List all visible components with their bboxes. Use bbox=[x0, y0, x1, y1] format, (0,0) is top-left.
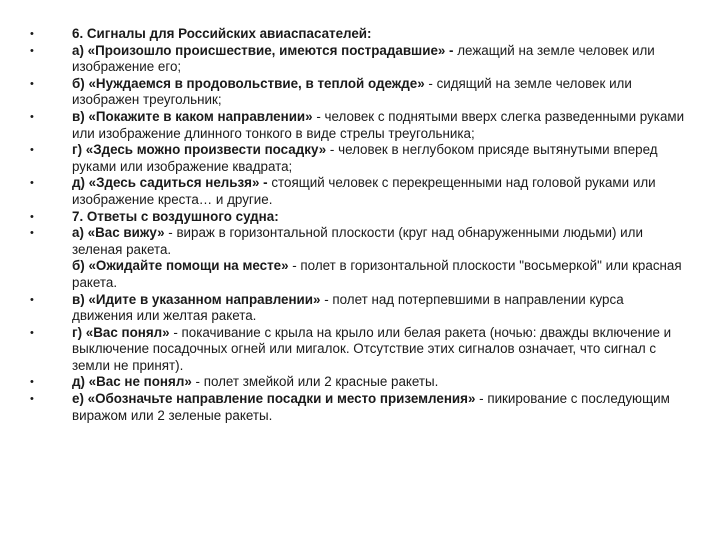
list-item bbox=[26, 109, 686, 142]
list-item bbox=[26, 391, 686, 424]
bullet-icon: • bbox=[30, 210, 34, 223]
list-item bbox=[26, 292, 686, 325]
list-item-content bbox=[72, 26, 686, 43]
list-item-continuation bbox=[72, 258, 686, 291]
list-item bbox=[26, 225, 686, 291]
list-item-content bbox=[72, 43, 686, 76]
list-item-content bbox=[72, 142, 686, 175]
item-body-text: лежащий на земле человек или изображение его; bbox=[72, 42, 655, 75]
bullet-icon: • bbox=[30, 227, 34, 240]
item-body-text: - полет змейкой или 2 красные ракеты. bbox=[191, 374, 439, 390]
list-item-content bbox=[72, 76, 686, 109]
bullet-icon: • bbox=[30, 177, 34, 190]
list-item bbox=[26, 76, 686, 109]
bullet-icon: • bbox=[30, 293, 34, 306]
item-heading-text: в) «Покажите в каком направлении» bbox=[72, 108, 313, 124]
bullet-list bbox=[26, 26, 686, 424]
list-item-content bbox=[72, 225, 686, 291]
bullet-icon: • bbox=[30, 44, 34, 57]
item-body-text: - сидящий на земле человек или изображен треугольник; bbox=[72, 75, 632, 108]
item-body-text: - полет в горизонтальной плоскости "восьмеркой" или красная ракета. bbox=[72, 258, 682, 290]
list-item-content bbox=[72, 374, 686, 391]
bullet-icon: • bbox=[30, 28, 34, 40]
bullet-icon: • bbox=[30, 77, 34, 90]
item-body-text: - покачивание с крыла на крыло или белая ракета (ночью: дважды включение и выключение посадочных огней или мигалок. Отсутствие этих сигналов означает, что сигнал с земли не принят). bbox=[72, 324, 672, 373]
item-heading-text: г) «Вас понял» bbox=[72, 324, 170, 340]
list-item-content bbox=[72, 209, 686, 226]
item-body-text: - пикирование с последующим виражом или 2 зеленые ракеты. bbox=[72, 391, 670, 423]
list-item bbox=[26, 374, 686, 391]
list-item-content bbox=[72, 175, 686, 208]
list-item bbox=[26, 142, 686, 175]
item-heading-text: г) «Здесь можно произвести посадку» bbox=[72, 142, 327, 158]
item-body-text: - вираж в горизонтальной плоскости (круг над обнаруженными людьми) или зеленая ракета. bbox=[72, 225, 643, 257]
list-item bbox=[26, 43, 686, 76]
item-heading-text: е) «Обозначьте направление посадки и место приземления» bbox=[72, 391, 476, 407]
item-heading-text: а) «Произошло происшествие, имеются пострадавшие» - bbox=[72, 42, 454, 58]
list-item bbox=[26, 175, 686, 208]
item-heading-text: д) «Вас не понял» bbox=[72, 374, 192, 390]
item-body-text: - полет над потерпевшими в направлении курса движения или желтая ракета. bbox=[72, 291, 624, 324]
list-item bbox=[26, 26, 686, 43]
item-heading-text: б) «Нуждаемся в продовольствие, в теплой одежде» bbox=[72, 75, 425, 91]
bullet-icon: • bbox=[30, 393, 34, 406]
list-item bbox=[26, 325, 686, 375]
list-item bbox=[26, 209, 686, 226]
bullet-icon: • bbox=[30, 110, 34, 123]
bullet-icon: • bbox=[30, 144, 34, 157]
list-item-content bbox=[72, 109, 686, 142]
item-body-text: - человек с поднятыми вверх слегка разведенными руками или изображение длинного тонкого в виде стрелы треугольника; bbox=[72, 108, 685, 141]
list-item-content bbox=[72, 292, 686, 325]
item-body-text: стоящий человек с перекрещенными над головой руками или изображение креста… и другие. bbox=[72, 175, 656, 207]
list-item-content bbox=[72, 325, 686, 375]
item-heading-text: 6. Сигналы для Российских авиаспасателей: bbox=[72, 26, 372, 41]
item-heading-text: в) «Идите в указанном направлении» bbox=[72, 291, 321, 307]
item-heading-text: 7. Ответы с воздушного судна: bbox=[72, 208, 279, 224]
item-heading-text: а) «Вас вижу» bbox=[72, 225, 165, 241]
item-heading-text: д) «Здесь садиться нельзя» - bbox=[72, 175, 268, 191]
bullet-icon: • bbox=[30, 326, 34, 339]
list-item-content bbox=[72, 391, 686, 424]
item-heading-text: б) «Ожидайте помощи на месте» bbox=[72, 258, 289, 274]
bullet-icon: • bbox=[30, 376, 34, 389]
item-body-text: - человек в неглубоком присяде вытянутыми вперед руками или изображение квадрата; bbox=[72, 142, 658, 174]
